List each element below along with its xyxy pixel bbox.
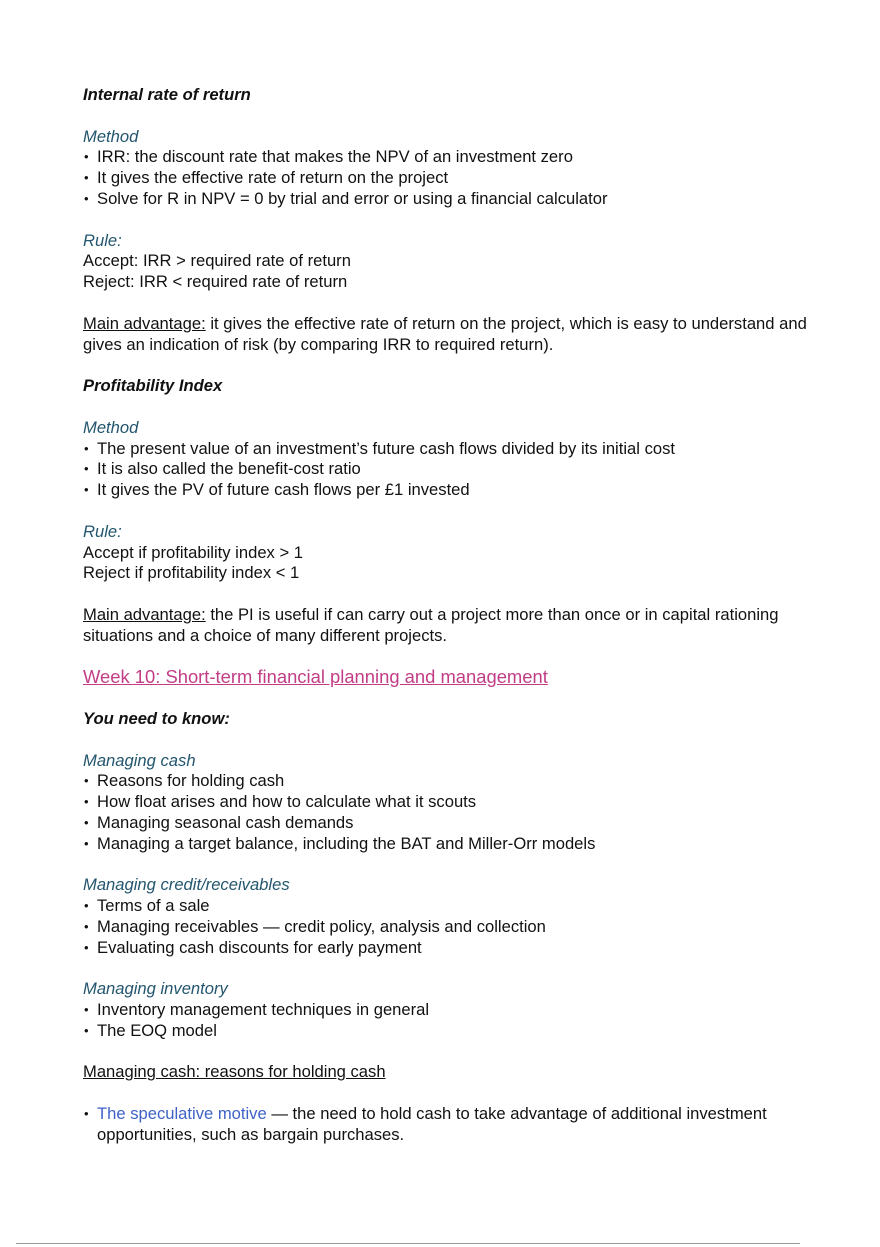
pi-rule-reject: Reject if profitability index < 1 bbox=[83, 563, 300, 583]
irr-method-label: Method bbox=[83, 126, 139, 146]
list-item: • Evaluating cash discounts for early payment bbox=[83, 938, 823, 959]
need-to-know-heading: You need to know: bbox=[83, 708, 230, 728]
list-item: • IRR: the discount rate that makes the NPV of an investment zero bbox=[83, 147, 823, 168]
list-item: • Managing a target balance, including the BAT and Miller-Orr models bbox=[83, 834, 823, 855]
list-item: • It gives the PV of future cash flows per £1 invested bbox=[83, 480, 823, 501]
list-item: • Managing seasonal cash demands bbox=[83, 813, 823, 834]
speculative-motive-item bbox=[83, 1104, 823, 1146]
list-item: • Solve for R in NPV = 0 by trial and error or using a financial calculator bbox=[83, 189, 823, 210]
pi-advantage bbox=[83, 605, 823, 647]
irr-heading: Internal rate of return bbox=[83, 85, 251, 104]
irr-rule-label: Rule: bbox=[83, 230, 122, 250]
week10-heading-link[interactable]: Week 10: Short-term financial planning and management bbox=[83, 666, 548, 688]
speculative-text: — the need to hold cash to take advantage of additional investment opportunities, such as bargain purchases. bbox=[97, 1104, 767, 1144]
pi-rule-label: Rule: bbox=[83, 521, 122, 541]
pi-advantage-label: Main advantage: bbox=[83, 604, 206, 624]
pi-method-label: Method bbox=[83, 417, 139, 437]
list-item: • Inventory management techniques in general bbox=[83, 1000, 823, 1021]
irr-rule-reject: Reject: IRR < required rate of return bbox=[83, 272, 348, 292]
pi-advantage-text: the PI is useful if can carry out a project more than once or in capital rationing situations and a choice of many different projects. bbox=[83, 604, 779, 645]
list-item: • It gives the effective rate of return on the project bbox=[83, 168, 823, 189]
irr-advantage-text: it gives the effective rate of return on the project, which is easy to understand and gives an indication of risk (by comparing IRR to required return). bbox=[83, 313, 807, 354]
irr-advantage bbox=[83, 314, 823, 356]
managing-inventory-label: Managing inventory bbox=[83, 979, 228, 999]
reasons-heading: Managing cash: reasons for holding cash bbox=[83, 1062, 386, 1082]
irr-advantage-label: Main advantage: bbox=[83, 313, 206, 333]
document-page bbox=[83, 85, 823, 1146]
list-item: • The EOQ model bbox=[83, 1021, 823, 1042]
list-item: • Reasons for holding cash bbox=[83, 771, 823, 792]
managing-cash-label: Managing cash bbox=[83, 750, 196, 770]
list-item: • How float arises and how to calculate what it scouts bbox=[83, 792, 823, 813]
list-item: • Terms of a sale bbox=[83, 896, 823, 917]
pi-rule-accept: Accept if profitability index > 1 bbox=[83, 542, 303, 562]
managing-credit-label: Managing credit/receivables bbox=[83, 875, 290, 895]
list-item: • It is also called the benefit-cost ratio bbox=[83, 459, 823, 480]
irr-rule-accept: Accept: IRR > required rate of return bbox=[83, 251, 351, 271]
list-item: • Managing receivables — credit policy, analysis and collection bbox=[83, 917, 823, 938]
pi-heading: Profitability Index bbox=[83, 376, 223, 396]
footer-divider bbox=[16, 1243, 800, 1244]
speculative-term: The speculative motive bbox=[97, 1104, 267, 1124]
list-item: • The present value of an investment’s future cash flows divided by its initial cost bbox=[83, 439, 823, 460]
